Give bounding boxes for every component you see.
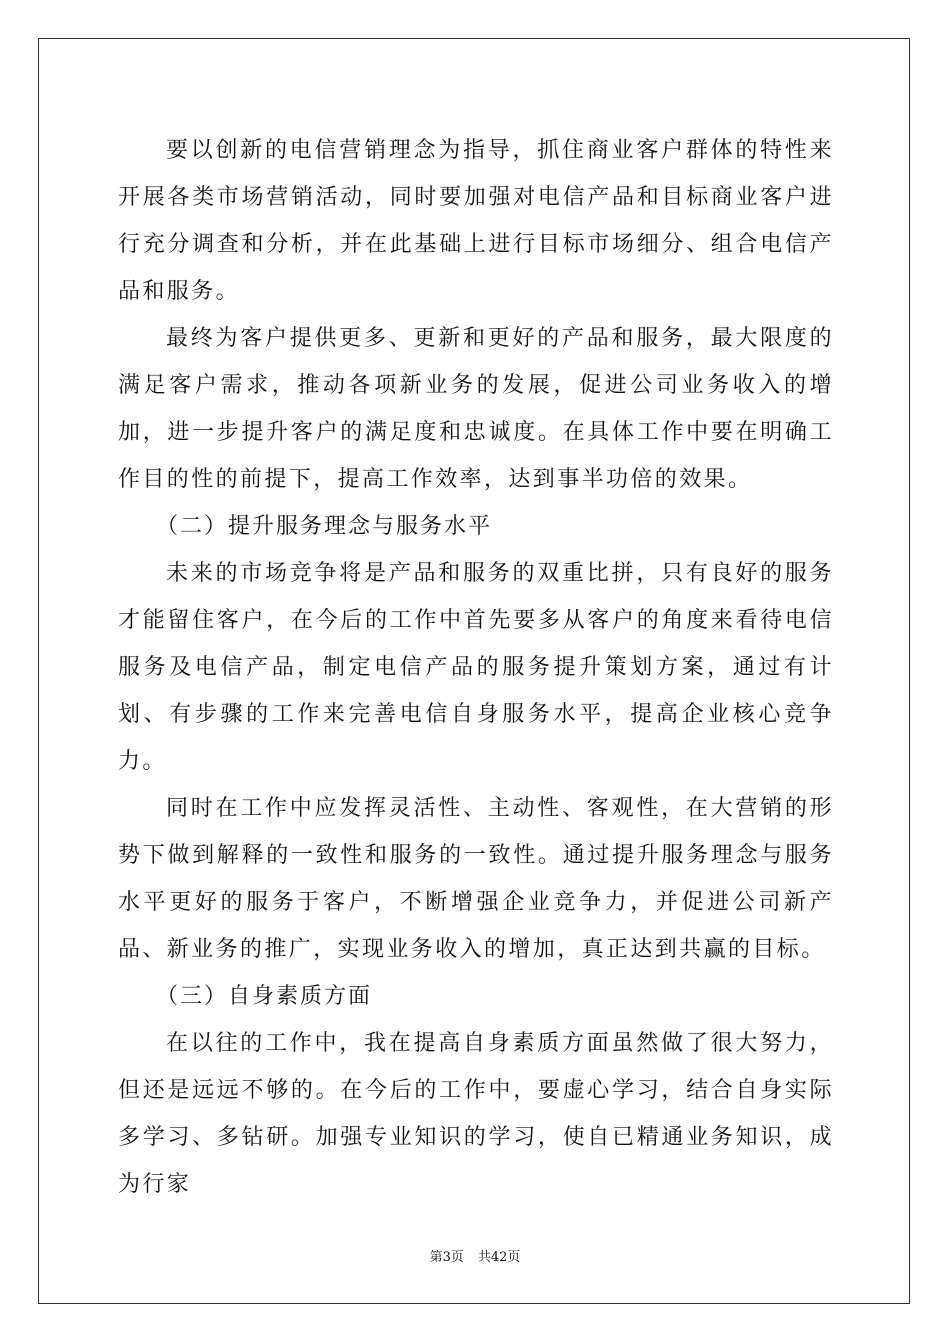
document-body	[118, 127, 834, 1208]
body-paragraph: 最终为客户提供更多、更新和更好的产品和服务，最大限度的满足客户需求，推动各项新业务的发展，促进公司业务收入的增加，进一步提升客户的满足度和忠诚度。在具体工作中要在明确工作目的性的前提下，提高工作效率，达到事半功倍的效果。	[118, 326, 834, 492]
page-total: 共42页	[477, 1250, 521, 1265]
section-heading: （三）自身素质方面	[156, 984, 373, 1009]
body-paragraph: 要以创新的电信营销理念为指导，抓住商业客户群体的特性来开展各类市场营销活动，同时要加强对电信产品和目标商业客户进行充分调查和分析，并在此基础上进行目标市场细分、组合电信产品和服务。	[118, 138, 834, 304]
body-paragraph: 未来的市场竞争将是产品和服务的双重比拼，只有良好的服务才能留住客户，在今后的工作中首先要多从客户的角度来看待电信服务及电信产品，制定电信产品的服务提升策划方案，通过有计划、有步骤的工作来完善电信自身服务水平，提高企业核心竞争力。	[118, 561, 834, 774]
page-number: 第3页	[429, 1250, 464, 1265]
body-paragraph: 在以往的工作中，我在提高自身素质方面虽然做了很大努力，但还是远远不够的。在今后的工作中，要虚心学习，结合自身实际多学习、多钻研。加强专业知识的学习，使自已精通业务知识，成为行家	[118, 1031, 834, 1197]
body-paragraph: 同时在工作中应发挥灵活性、主动性、客观性，在大营销的形势下做到解释的一致性和服务的一致性。通过提升服务理念与服务水平更好的服务于客户，不断增强企业竞争力，并促进公司新产品、新业务的推广，实现业务收入的增加，真正达到共赢的目标。	[118, 796, 834, 962]
page-footer	[0, 1246, 950, 1265]
section-heading: （二）提升服务理念与服务水平	[156, 514, 493, 539]
